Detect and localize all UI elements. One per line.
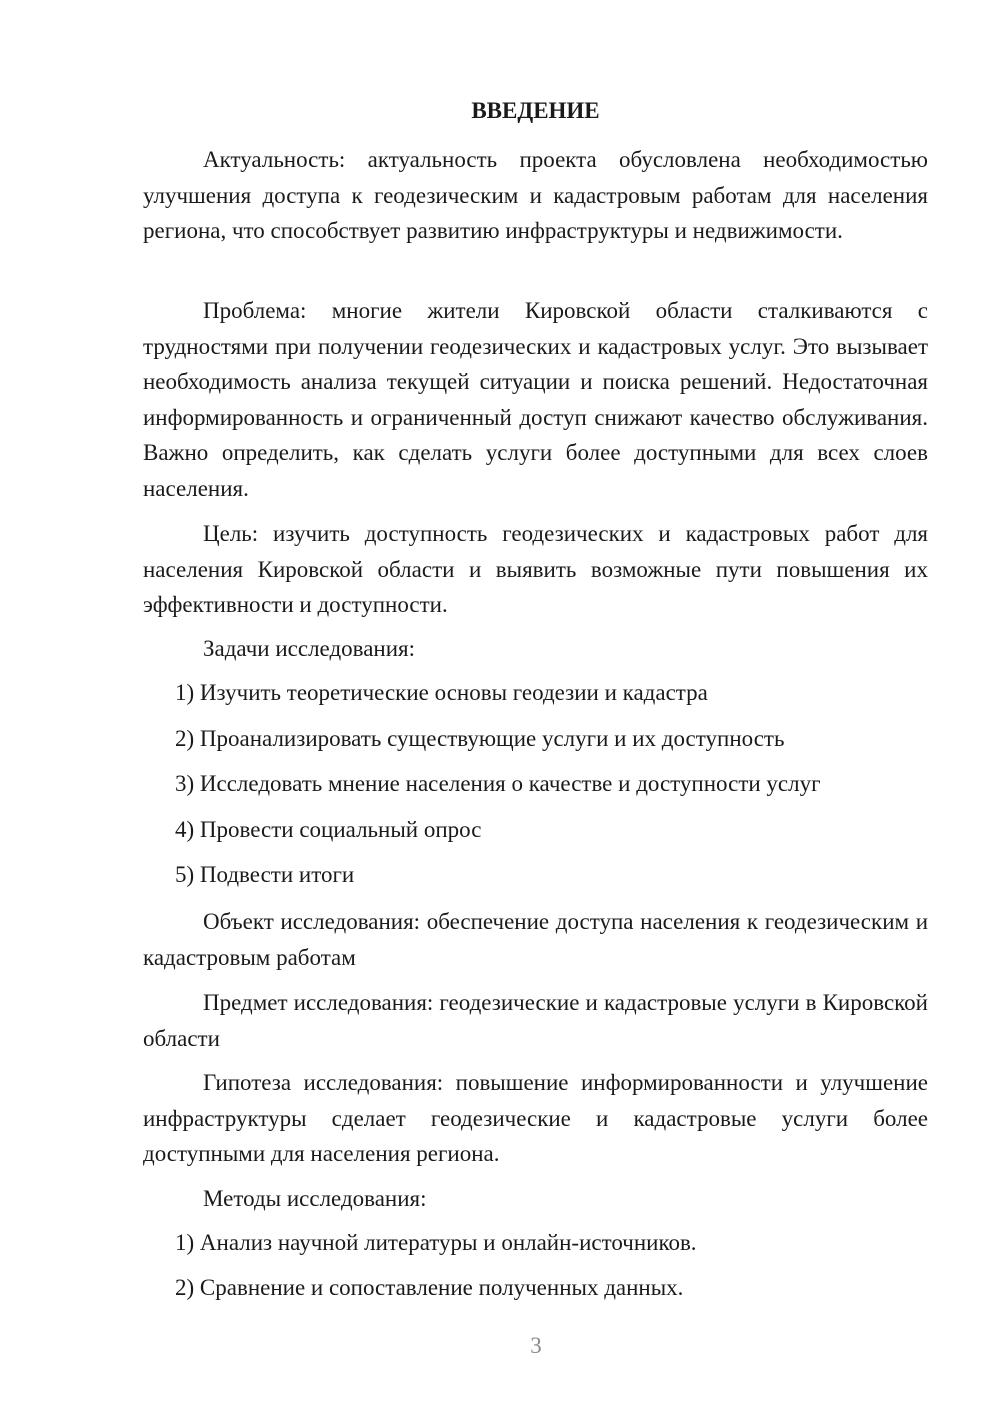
method-item-2: 2) Сравнение и сопоставление полученных данных. — [175, 1275, 684, 1300]
task-item-3: 3) Исследовать мнение населения о качестве и доступности услуг — [175, 771, 821, 796]
method-item-1: 1) Анализ научной литературы и онлайн-источников. — [175, 1230, 697, 1255]
paragraph-goal: Цель: изучить доступность геодезических и кадастровых работ для населения Кировской области и выявить возможные пути повышения их эффективности и доступности. — [143, 521, 928, 618]
task-item-2: 2) Проанализировать существующие услуги и их доступность — [175, 726, 785, 751]
paragraph-hypothesis: Гипотеза исследования: повышение информированности и улучшение инфраструктуры сделает геодезические и кадастровые услуги более доступными для населения региона. — [143, 1070, 928, 1167]
task-item-1: 1) Изучить теоретические основы геодезии и кадастра — [175, 680, 708, 705]
page-number: 3 — [530, 1333, 542, 1358]
paragraph-relevance: Актуальность: актуальность проекта обусловлена необходимостью улучшения доступа к геодезическим и кадастровым работам для населения региона, что способствует развитию инфраструктуры и недвижимости. — [143, 147, 928, 244]
task-item-4: 4) Провести социальный опрос — [175, 817, 482, 842]
page-title: ВВЕДЕНИЕ — [471, 98, 600, 123]
methods-heading: Методы исследования: — [203, 1186, 427, 1211]
paragraph-object: Объект исследования: обеспечение доступа населения к геодезическим и кадастровым работам — [143, 909, 928, 970]
task-item-5: 5) Подвести итоги — [175, 862, 355, 887]
paragraph-subject: Предмет исследования: геодезические и кадастровые услуги в Кировской области — [143, 990, 928, 1051]
paragraph-problem: Проблема: многие жители Кировской области сталкиваются с трудностями при получении геодезических и кадастровых услуг. Это вызывает необходимость анализа текущей ситуации и поиска решений. Недостаточная информированность и ограниченный доступ снижают качество обслуживания. Важно определить, как сделать услуги более доступными для всех слоев населения. — [143, 298, 928, 501]
tasks-heading: Задачи исследования: — [203, 636, 416, 661]
